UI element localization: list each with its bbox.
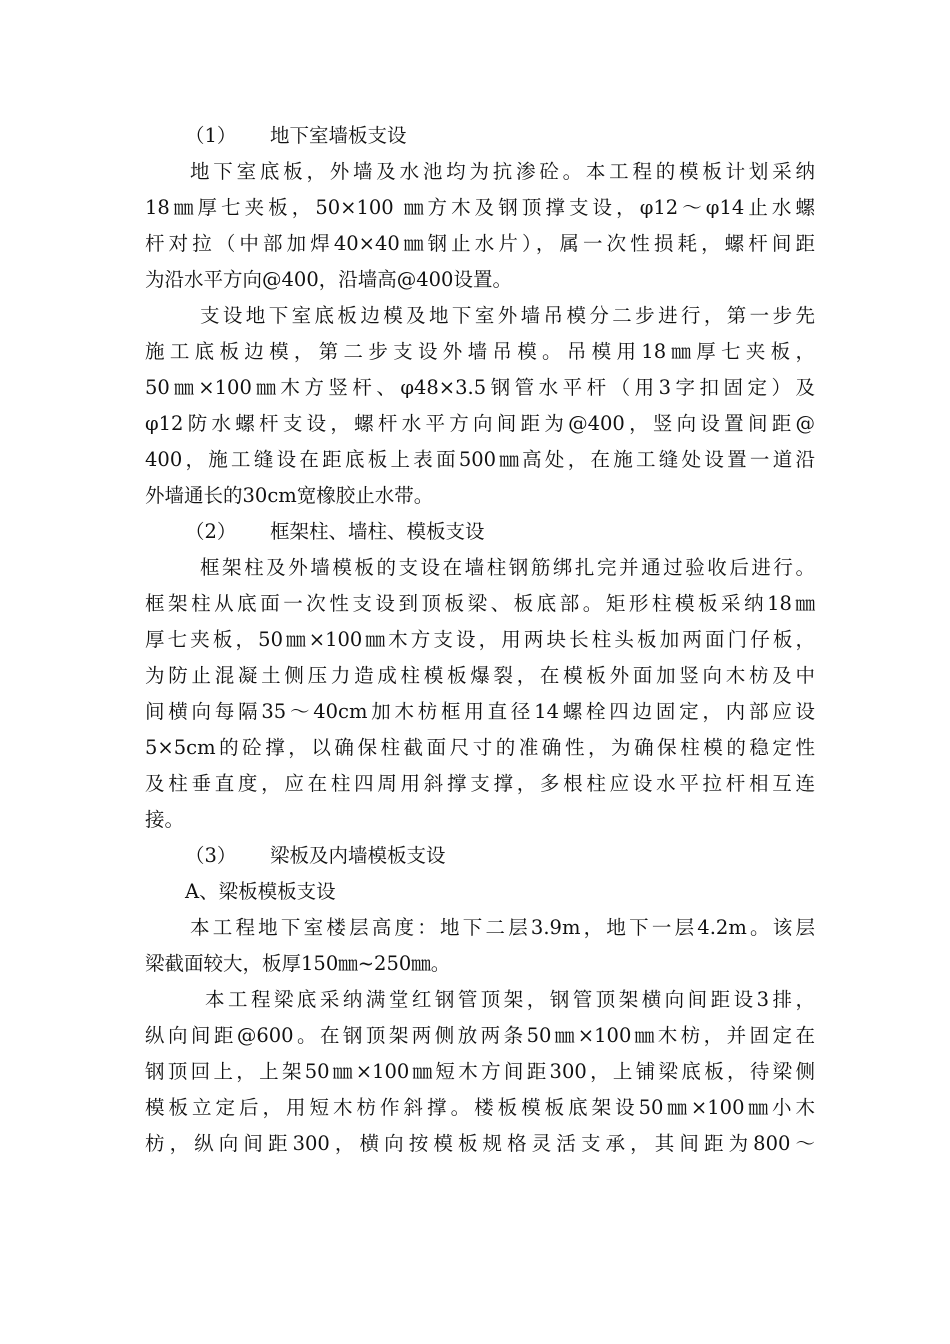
- text-line: 5×5cm的砼撑，以确保柱截面尺寸的准确性，为确保柱模的稳定性: [145, 736, 815, 759]
- text-line: 间横向每隔35～40cm加木枋框用直径14螺栓四边固定，内部应设: [145, 700, 815, 723]
- section-title: 地下室墙板支设: [270, 124, 407, 147]
- text-line: 为防止混凝土侧压力造成柱模板爆裂，在模板外面加竖向木枋及中: [145, 664, 815, 687]
- text-line: 为沿水平方向@400，沿墙高@400设置。: [145, 268, 512, 291]
- text-line: 梁截面较大，板厚150㎜~250㎜。: [145, 952, 451, 975]
- section-heading-3: [145, 838, 815, 874]
- text-line: 外墙通长的30cm宽橡胶止水带。: [145, 484, 434, 507]
- text-line: 枋，纵向间距300，横向按模板规格灵活支承，其间距为800～: [145, 1132, 815, 1155]
- text-line: φ12防水螺杆支设，螺杆水平方向间距为@400，竖向设置间距@: [145, 412, 815, 435]
- text-line: 杆对拉（中部加焊40×40㎜钢止水片），属一次性损耗，螺杆间距: [145, 232, 815, 255]
- section-heading-2: [145, 514, 815, 550]
- text-line: 50㎜×100㎜木方竖杆、φ48×3.5钢管水平杆（用3字扣固定）及: [145, 376, 815, 399]
- section-number: （3）: [185, 844, 237, 867]
- text-line: 框架柱从底面一次性支设到顶板梁、板底部。矩形柱模板采纳18㎜: [145, 592, 815, 615]
- section-number: （1）: [185, 124, 237, 147]
- subsection-heading: A、梁板模板支设: [185, 880, 336, 903]
- text-line: 厚七夹板，50㎜×100㎜木方支设，用两块长柱头板加两面门仔板，: [145, 628, 815, 651]
- text-line: 施工底板边模，第二步支设外墙吊模。吊模用18㎜厚七夹板，: [145, 340, 815, 363]
- document-body: [145, 118, 815, 1162]
- text-line: 支设地下室底板边模及地下室外墙吊模分二步进行，第一步先: [200, 304, 815, 327]
- section-title: 梁板及内墙模板支设: [270, 844, 446, 867]
- section-title: 框架柱、墙柱、模板支设: [270, 520, 485, 543]
- text-line: 地下室底板，外墙及水池均为抗渗砼。本工程的模板计划采纳: [190, 160, 815, 183]
- text-line: 框架柱及外墙模板的支设在墙柱钢筋绑扎完并通过验收后进行。: [200, 556, 815, 579]
- text-line: 模板立定后，用短木枋作斜撑。楼板模板底架设50㎜×100㎜小木: [145, 1096, 815, 1119]
- section-heading-1: [145, 118, 815, 154]
- text-line: 接。: [145, 808, 185, 831]
- text-line: 18㎜厚七夹板，50×100 ㎜方木及钢顶撑支设，φ12～φ14止水螺: [145, 196, 815, 219]
- text-line: 400，施工缝设在距底板上表面500㎜高处，在施工缝处设置一道沿: [145, 448, 815, 471]
- text-line: 本工程地下室楼层高度：地下二层3.9m，地下一层4.2m。该层: [190, 916, 815, 939]
- text-line: 钢顶回上，上架50㎜×100㎜短木方间距300，上铺梁底板，待梁侧: [145, 1060, 815, 1083]
- section-number: （2）: [185, 520, 237, 543]
- text-line: 及柱垂直度，应在柱四周用斜撑支撑，多根柱应设水平拉杆相互连: [145, 772, 815, 795]
- text-line: 本工程梁底采纳满堂红钢管顶架，钢管顶架横向间距设3排，: [205, 988, 815, 1011]
- text-line: 纵向间距@600。在钢顶架两侧放两条50㎜×100㎜木枋，并固定在: [145, 1024, 815, 1047]
